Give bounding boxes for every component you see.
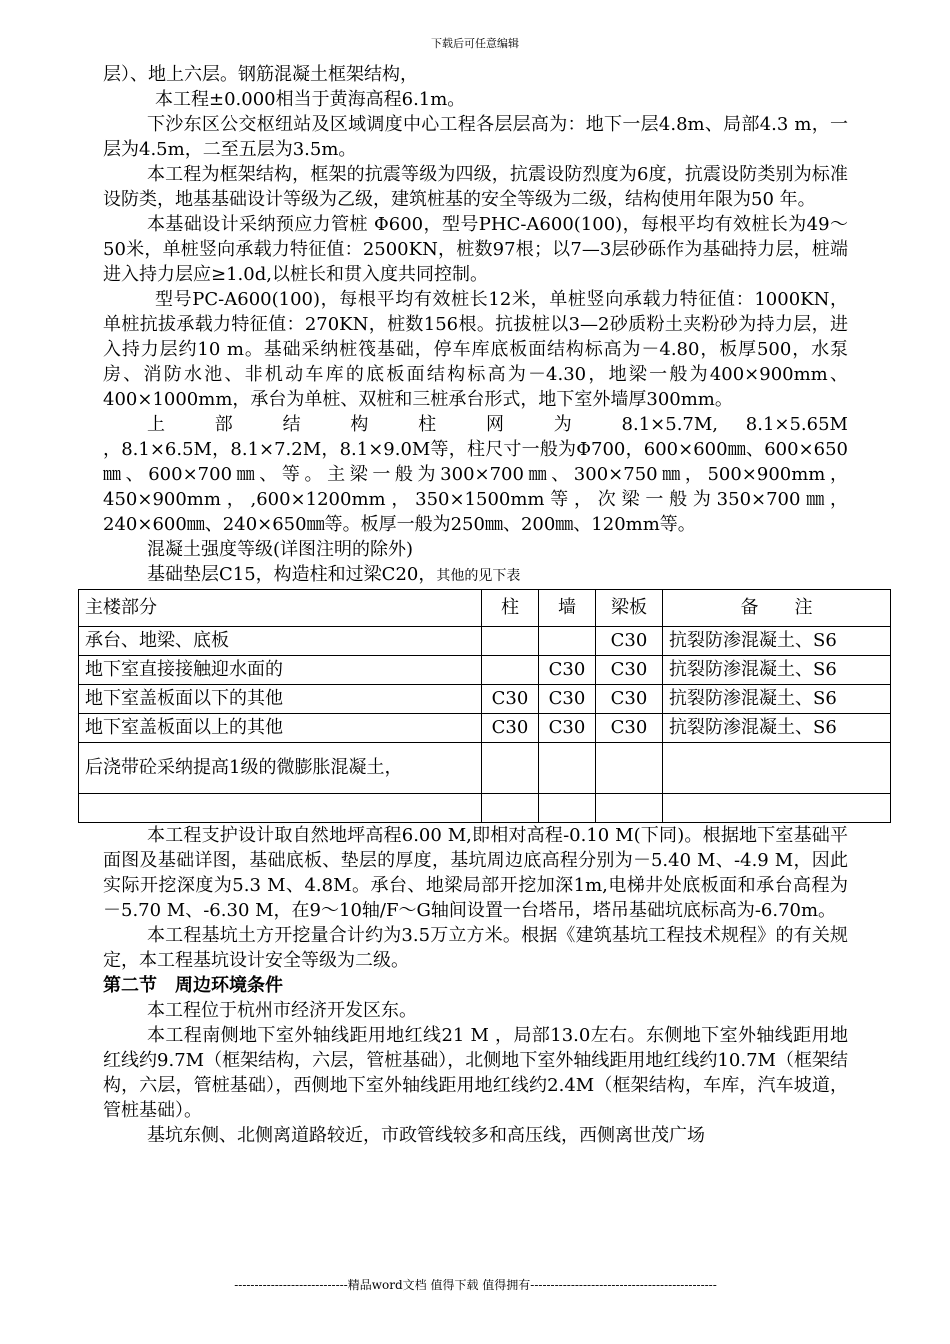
table-cell: C30: [482, 714, 539, 743]
paragraph: 混凝土强度等级(详图注明的除外): [147, 539, 414, 560]
table-row: [79, 685, 891, 714]
table-cell: C30: [596, 627, 663, 656]
paragraph: 基坑东侧、北侧离道路较近，市政管线较多和高压线，西侧离世茂广场: [147, 1125, 705, 1146]
header-cell: 墙: [539, 590, 596, 627]
table-row: [79, 714, 891, 743]
table-cell: [79, 794, 482, 823]
paragraph: 本工程南侧地下室外轴线距用地红线21 M ，局部13.0左右。东侧地下室外轴线距用地红线约9.7M（框架结构，六层，管桩基础），北侧地下室外轴线距用地红线约10.7M（框架结构，六层，管桩基础），西侧地下室外轴线距用地红线约2.4M（框架结构，车库，汽车坡道，管桩基础）。: [103, 1025, 848, 1121]
paragraph: 本工程位于杭州市经济开发区东。: [147, 1000, 417, 1021]
table-cell: [663, 743, 891, 794]
table-row: [79, 743, 891, 794]
table-cell: [539, 627, 596, 656]
paragraph: 层）、地上六层。钢筋混凝土框架结构，: [103, 64, 418, 85]
table-row: [79, 794, 891, 823]
table-cell: 承台、地梁、底板: [79, 627, 482, 656]
paragraph: 本工程基坑土方开挖量合计约为3.5万立方米。根据《建筑基坑工程技术规程》的有关规定，本工程基坑设计安全等级为二级。: [103, 925, 848, 971]
paragraph: 本工程支护设计取自然地坪高程6.00 M,即相对高程-0.10 M(下同)。根据地下室基础平面图及基础详图，基础底板、垫层的厚度，基坑周边底高程分别为－5.40 M、-4.9 M，因此实际开挖深度为5.3 M、4.8M。承台、地梁局部开挖加深1m,电梯井处底板面和承台高程为－5.70 M、-6.30 M，在9～10轴/F～G轴间设置一台塔吊，塔吊基础坑底标高为-6.70m。: [103, 825, 848, 921]
table-cell: [539, 743, 596, 794]
paragraph: 本工程为框架结构，框架的抗震等级为四级，抗震设防烈度为6度，抗震设防类别为标准设防类，地基基础设计等级为乙级，建筑桩基的安全等级为二级，结构使用年限为50 年。: [103, 164, 848, 210]
header-cell: 主楼部分: [79, 590, 482, 627]
table-cell: [539, 794, 596, 823]
table-cell: [482, 656, 539, 685]
table-cell: [596, 794, 663, 823]
table-cell: 后浇带砼采纳提高1级的微膨胀混凝土，: [79, 743, 482, 794]
header-cell: 备 注: [663, 590, 891, 627]
table-cell: 地下室盖板面以下的其他: [79, 685, 482, 714]
table-cell: [482, 627, 539, 656]
table-intro-text: 基础垫层C15，构造柱和过梁C20，: [147, 564, 437, 585]
table-intro-note: 其他的见下表: [436, 568, 521, 584]
page-footer: ----------------------------精品word文档 值得下载 值得拥有----------------------------------------------: [234, 1278, 717, 1292]
table-cell: 地下室直接接触迎水面的: [79, 656, 482, 685]
table-row: [79, 656, 891, 685]
table-cell: [663, 794, 891, 823]
table-cell: 抗裂防渗混凝土、S6: [663, 627, 891, 656]
paragraph: 下沙东区公交枢纽站及区域调度中心工程各层层高为：地下一层4.8m、局部4.3 m，一层为4.5m，二至五层为3.5m。: [103, 114, 848, 160]
table-cell: 地下室盖板面以上的其他: [79, 714, 482, 743]
document-body: [85, 62, 848, 1148]
paragraph: 本工程±0.000相当于黄海高程6.1m。: [155, 89, 466, 110]
table-cell: [596, 743, 663, 794]
table-header-row: [79, 590, 891, 627]
table-cell: 抗裂防渗混凝土、S6: [663, 685, 891, 714]
table-cell: C30: [539, 714, 596, 743]
table-cell: C30: [539, 656, 596, 685]
header-cell: 柱: [482, 590, 539, 627]
paragraph: 型号PC-A600(100)，每根平均有效桩长12米，单桩竖向承载力特征值：1000KN，单桩抗拔承载力特征值：270KN，桩数156根。抗拔桩以3—2砂质粉土夹粉砂为持力层，进入持力层约10 m。基础采纳桩筏基础，停车库底板面结构标高为－4.80，板厚500，水泵房、消防水池、非机动车库的底板面结构标高为－4.30，地梁一般为400×900mm、400×1000mm，承台为单桩、双桩和三桩承台形式，地下室外墙厚300mm。: [103, 289, 848, 410]
table-cell: [482, 743, 539, 794]
table-cell: C30: [596, 685, 663, 714]
table-cell: 抗裂防渗混凝土、S6: [663, 714, 891, 743]
table-cell: C30: [482, 685, 539, 714]
concrete-grade-table: [78, 589, 891, 823]
paragraph: 本基础设计采纳预应力管桩 Φ600，型号PHC-A600(100)，每根平均有效桩长为49～50米，单桩竖向承载力特征值：2500KN，桩数97根；以7—3层砂砾作为基础持力层，桩端进入持力层应≥1.0d,以桩长和贯入度共同控制。: [103, 214, 848, 285]
paragraph: ，8.1×6.5M，8.1×7.2M，8.1×9.0M等，柱尺寸一般为Φ700，600×600㎜、600×650㎜、600×700㎜、等。主梁一般为300×700㎜、300×750㎜，500×900mm，450×900mm，,600×1200mm，350×1500mm等，次梁一般为350×700㎜，240×600㎜、240×650㎜等。板厚一般为250㎜、200㎜、120mm等。: [103, 439, 848, 535]
section-heading: 第二节 周边环境条件: [103, 975, 283, 996]
header-cell: 梁板: [596, 590, 663, 627]
table-intro: [103, 562, 848, 589]
table-cell: 抗裂防渗混凝土、S6: [663, 656, 891, 685]
table-row: [79, 627, 891, 656]
table-cell: C30: [596, 714, 663, 743]
table-cell: [482, 794, 539, 823]
page-header: 下载后可任意编辑: [431, 37, 519, 50]
table-cell: C30: [596, 656, 663, 685]
table-cell: C30: [539, 685, 596, 714]
paragraph: 上 部 结 构 柱 网 为 8.1×5.7M, 8.1×5.65M: [147, 414, 848, 435]
